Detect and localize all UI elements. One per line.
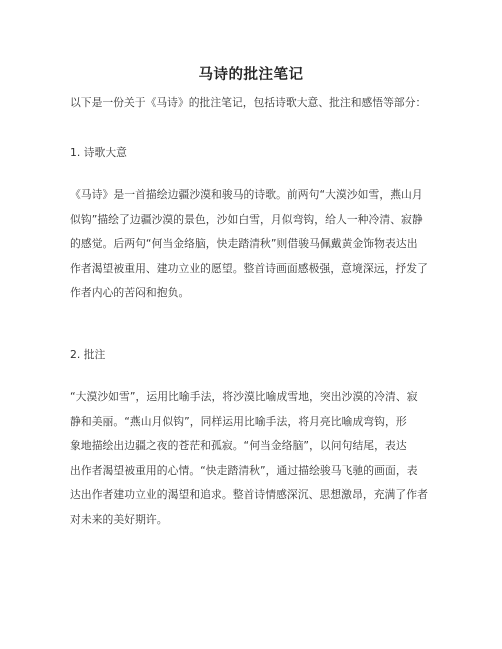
section-heading-annotations: 2. 批注 bbox=[70, 348, 106, 361]
paragraph-line: 似钩”描绘了边疆沙漠的景色，沙如白雪，月似弯钩，给人一种冷清、寂静 bbox=[70, 212, 423, 226]
summary-paragraph bbox=[70, 183, 440, 306]
paragraph-line: 达出作者建功立业的渴望和追求。整首诗情感深沉、思想激昂，充满了作者 bbox=[70, 488, 428, 501]
paragraph-line: 作者渴望被重用、建功立业的愿望。整首诗画面感极强，意境深远，抒发了 bbox=[70, 261, 428, 275]
paragraph-line: 《马诗》是一首描绘边疆沙漠和骏马的诗歌。前两句“大漠沙如雪，燕山月 bbox=[70, 188, 423, 201]
paragraph-line: 的感觉。后两句“何当金络脑，快走踏清秋”则借骏马佩戴黄金饰物表达出 bbox=[70, 237, 418, 250]
paragraph-line: 静和美丽。“燕山月似钩”，同样运用比喻手法，将月亮比喻成弯钩，形 bbox=[70, 414, 407, 428]
paragraph-line: “大漠沙如雪”，运用比喻手法，将沙漠比喻成雪地，突出沙漠的冷清、寂 bbox=[70, 390, 418, 403]
intro-text: 以下是一份关于《马诗》的批注笔记，包括诗歌大意、批注和感悟等部分： bbox=[70, 96, 427, 109]
section-heading-summary: 1. 诗歌大意 bbox=[70, 146, 127, 159]
paragraph-line: 作者内心的苦闷和抱负。 bbox=[70, 286, 190, 299]
paragraph-line: 出作者渴望被重用的心情。“快走踏清秋”，通过描绘骏马飞驰的画面，表 bbox=[70, 463, 418, 477]
document-title: 马诗的批注笔记 bbox=[198, 67, 304, 83]
paragraph-line: 象地描绘出边疆之夜的苍茫和孤寂。“何当金络脑”，以问句结尾，表达 bbox=[70, 439, 407, 452]
annotations-paragraph bbox=[70, 385, 440, 532]
paragraph-line: 对未来的美好期许。 bbox=[70, 512, 168, 526]
